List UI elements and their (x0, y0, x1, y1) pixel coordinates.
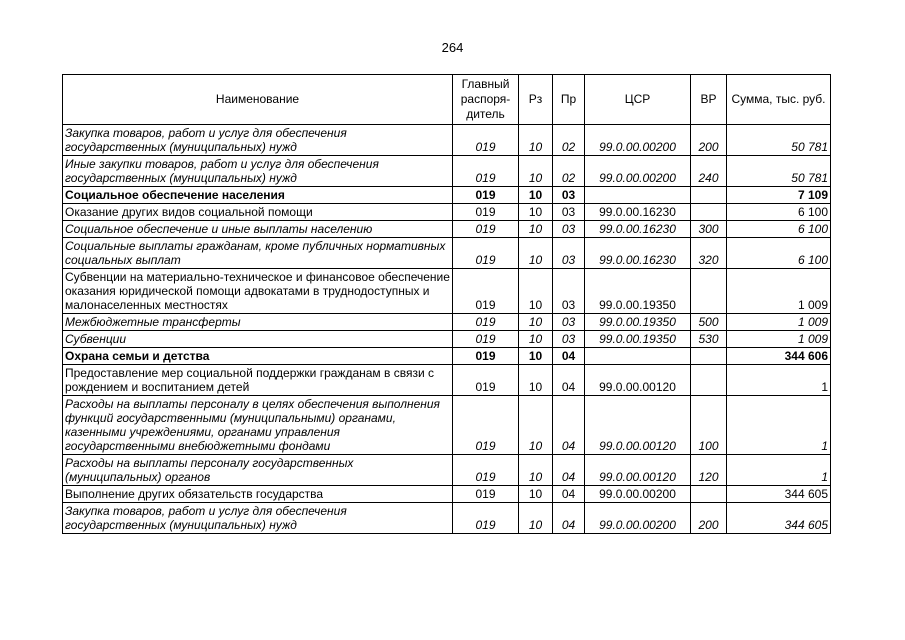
cell-name: Иные закупки товаров, работ и услуг для обеспечения государственных (муниципальных) нужд (63, 156, 453, 187)
cell-sum: 344 605 (727, 503, 831, 534)
table-row (63, 396, 831, 455)
cell-main-manager: 019 (453, 269, 519, 314)
table-row (63, 187, 831, 204)
cell-rz: 10 (519, 365, 553, 396)
cell-name: Социальное обеспечение населения (63, 187, 453, 204)
cell-pr: 03 (553, 269, 585, 314)
cell-rz: 10 (519, 314, 553, 331)
cell-rz: 10 (519, 125, 553, 156)
cell-pr: 04 (553, 365, 585, 396)
cell-vr: 320 (691, 238, 727, 269)
cell-main-manager: 019 (453, 238, 519, 269)
cell-main-manager: 019 (453, 348, 519, 365)
cell-csr: 99.0.00.19350 (585, 269, 691, 314)
table-row (63, 269, 831, 314)
cell-sum: 7 109 (727, 187, 831, 204)
table-row (63, 455, 831, 486)
table-row (63, 125, 831, 156)
cell-sum: 1 009 (727, 269, 831, 314)
table-row (63, 156, 831, 187)
cell-vr: 300 (691, 221, 727, 238)
cell-sum: 344 605 (727, 486, 831, 503)
table-row (63, 486, 831, 503)
cell-csr: 99.0.00.16230 (585, 221, 691, 238)
cell-rz: 10 (519, 187, 553, 204)
table-body (63, 125, 831, 534)
cell-rz: 10 (519, 503, 553, 534)
header-rz: Рз (519, 75, 553, 125)
cell-csr: 99.0.00.00200 (585, 503, 691, 534)
cell-name: Социальные выплаты гражданам, кроме публичных нормативных социальных выплат (63, 238, 453, 269)
cell-name: Субвенции (63, 331, 453, 348)
header-pr: Пр (553, 75, 585, 125)
cell-csr: 99.0.00.00120 (585, 396, 691, 455)
table-row (63, 503, 831, 534)
header-csr: ЦСР (585, 75, 691, 125)
cell-vr: 240 (691, 156, 727, 187)
cell-rz: 10 (519, 396, 553, 455)
cell-pr: 04 (553, 455, 585, 486)
cell-pr: 04 (553, 396, 585, 455)
cell-sum: 6 100 (727, 204, 831, 221)
cell-pr: 04 (553, 503, 585, 534)
cell-name: Предоставление мер социальной поддержки гражданам в связи с рождением и воспитанием детей (63, 365, 453, 396)
cell-pr: 02 (553, 125, 585, 156)
cell-csr: 99.0.00.00120 (585, 365, 691, 396)
cell-vr (691, 348, 727, 365)
cell-rz: 10 (519, 156, 553, 187)
cell-rz: 10 (519, 238, 553, 269)
cell-name: Социальное обеспечение и иные выплаты населению (63, 221, 453, 238)
header-name: Наименование (63, 75, 453, 125)
cell-main-manager: 019 (453, 331, 519, 348)
header-sum: Сумма, тыс. руб. (727, 75, 831, 125)
cell-sum: 6 100 (727, 238, 831, 269)
cell-name: Субвенции на материально-техническое и финансовое обеспечение оказания юридической помощи адвокатами в труднодоступных и малонаселенных местностях (63, 269, 453, 314)
cell-name: Межбюджетные трансферты (63, 314, 453, 331)
cell-main-manager: 019 (453, 156, 519, 187)
table-row (63, 238, 831, 269)
cell-rz: 10 (519, 221, 553, 238)
cell-main-manager: 019 (453, 204, 519, 221)
cell-csr: 99.0.00.00200 (585, 125, 691, 156)
cell-name: Выполнение других обязательств государства (63, 486, 453, 503)
cell-main-manager: 019 (453, 455, 519, 486)
cell-name: Охрана семьи и детства (63, 348, 453, 365)
cell-vr (691, 486, 727, 503)
cell-name: Оказание других видов социальной помощи (63, 204, 453, 221)
header-vr: ВР (691, 75, 727, 125)
cell-main-manager: 019 (453, 486, 519, 503)
table-row (63, 365, 831, 396)
cell-rz: 10 (519, 455, 553, 486)
table-row (63, 331, 831, 348)
cell-main-manager: 019 (453, 503, 519, 534)
cell-pr: 04 (553, 348, 585, 365)
table-row (63, 348, 831, 365)
cell-sum: 344 606 (727, 348, 831, 365)
cell-csr: 99.0.00.19350 (585, 314, 691, 331)
cell-csr: 99.0.00.16230 (585, 238, 691, 269)
cell-pr: 02 (553, 156, 585, 187)
cell-main-manager: 019 (453, 125, 519, 156)
cell-vr: 120 (691, 455, 727, 486)
cell-main-manager: 019 (453, 365, 519, 396)
cell-csr: 99.0.00.00200 (585, 486, 691, 503)
table-row (63, 204, 831, 221)
cell-rz: 10 (519, 204, 553, 221)
page-number: 264 (441, 40, 464, 55)
cell-vr (691, 269, 727, 314)
cell-pr: 03 (553, 187, 585, 204)
cell-sum: 1 009 (727, 331, 831, 348)
cell-main-manager: 019 (453, 314, 519, 331)
cell-main-manager: 019 (453, 187, 519, 204)
table-row (63, 314, 831, 331)
cell-main-manager: 019 (453, 396, 519, 455)
cell-csr: 99.0.00.19350 (585, 331, 691, 348)
budget-table (62, 74, 831, 534)
cell-rz: 10 (519, 486, 553, 503)
cell-name: Расходы на выплаты персоналу в целях обеспечения выполнения функций государственными (муниципальными) органами, казенными учреждениями, органами управления государственными внебюджетными фондами (63, 396, 453, 455)
cell-rz: 10 (519, 331, 553, 348)
cell-csr (585, 187, 691, 204)
cell-name: Закупка товаров, работ и услуг для обеспечения государственных (муниципальных) нужд (63, 125, 453, 156)
cell-csr: 99.0.00.00120 (585, 455, 691, 486)
cell-vr: 200 (691, 125, 727, 156)
cell-vr: 530 (691, 331, 727, 348)
cell-name: Закупка товаров, работ и услуг для обеспечения государственных (муниципальных) нужд (63, 503, 453, 534)
cell-vr (691, 187, 727, 204)
table-row (63, 221, 831, 238)
cell-sum: 1 (727, 396, 831, 455)
cell-pr: 03 (553, 331, 585, 348)
cell-sum: 50 781 (727, 125, 831, 156)
cell-sum: 50 781 (727, 156, 831, 187)
cell-name: Расходы на выплаты персоналу государственных (муниципальных) органов (63, 455, 453, 486)
cell-rz: 10 (519, 269, 553, 314)
cell-pr: 03 (553, 314, 585, 331)
cell-sum: 1 009 (727, 314, 831, 331)
cell-csr: 99.0.00.00200 (585, 156, 691, 187)
cell-csr: 99.0.00.16230 (585, 204, 691, 221)
cell-vr: 500 (691, 314, 727, 331)
cell-pr: 03 (553, 204, 585, 221)
cell-sum: 1 (727, 455, 831, 486)
cell-sum: 6 100 (727, 221, 831, 238)
cell-pr: 03 (553, 221, 585, 238)
cell-vr: 100 (691, 396, 727, 455)
cell-rz: 10 (519, 348, 553, 365)
cell-pr: 04 (553, 486, 585, 503)
header-main-manager: Главный распоря-дитель (453, 75, 519, 125)
cell-vr: 200 (691, 503, 727, 534)
cell-csr (585, 348, 691, 365)
cell-vr (691, 204, 727, 221)
cell-sum: 1 (727, 365, 831, 396)
cell-main-manager: 019 (453, 221, 519, 238)
cell-vr (691, 365, 727, 396)
cell-pr: 03 (553, 238, 585, 269)
table-header-row (63, 75, 831, 125)
